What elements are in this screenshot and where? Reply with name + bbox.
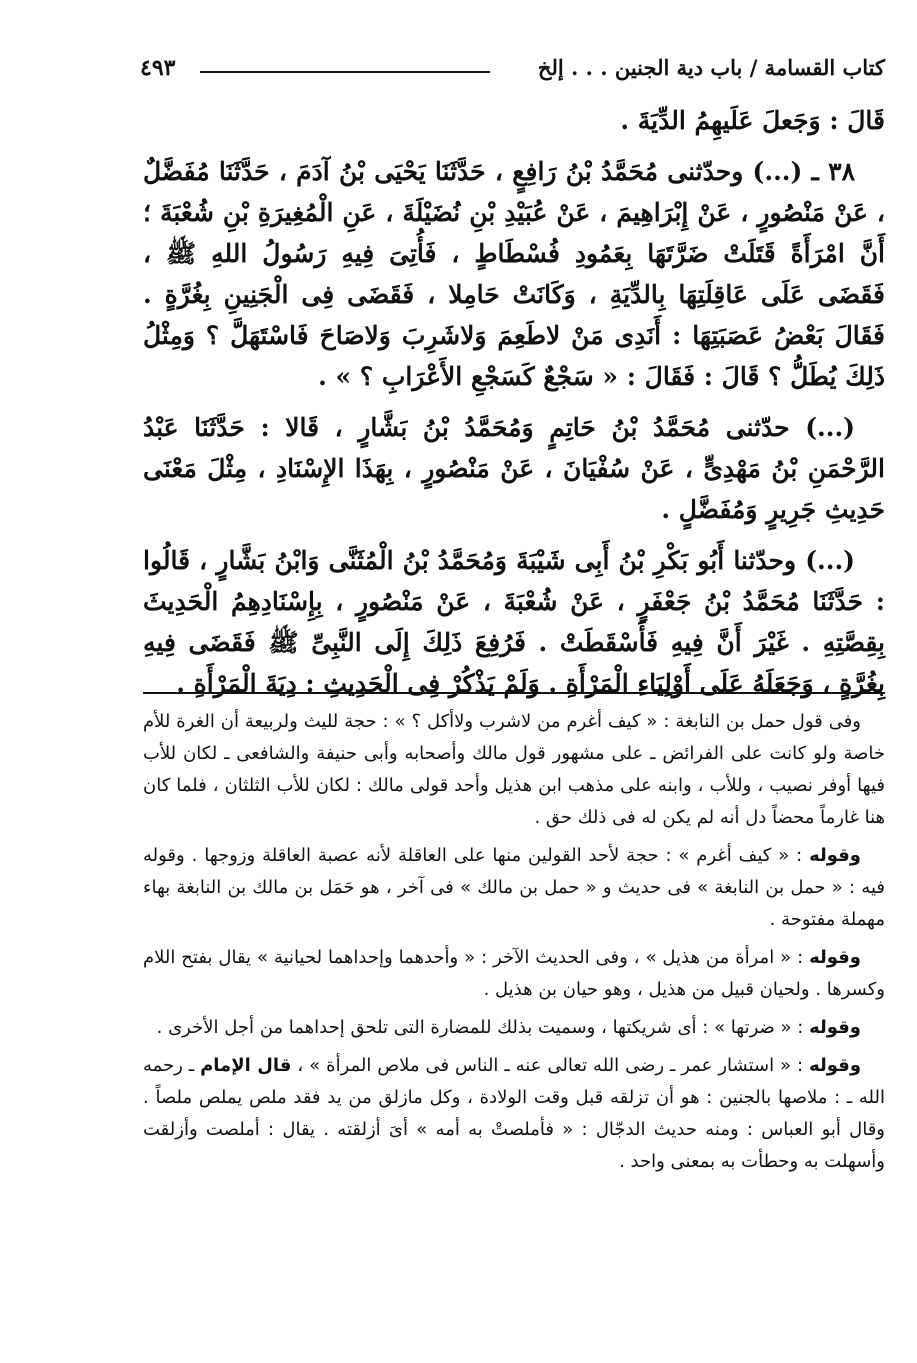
note-lead: وقوله [809, 1055, 862, 1076]
note-lead: وقوله [809, 845, 861, 866]
main-paragraph-1: ٣٨ ـ (...) وحدّثنى مُحَمَّدُ بْنُ رَافِعٍ ، حَدَّثَنَا يَحْيَى بْنُ آدَمَ ، حَدَّثَنَا مُفَضَّلٌ ، عَنْ مَنْصُورٍ ، عَنْ إِبْرَاهِيمَ ، عَنْ عُبَيْدِ بْنِ نُضَيْلَةَ ، عَنِ الْمُغِيرَةِ بْنِ شُعْبَةَ ؛ أَنَّ امْرَأَةً قَتَلَتْ ضَرَّتَهَا بِعَمُودِ فُسْطَاطٍ ، فَأُتِىَ فِيهِ رَسُولُ اللهِ ﷺ ، فَقَضَى عَلَى عَاقِلَتِهَا بِالدِّيَةِ ، وَكَانَتْ حَامِلا ، فَقَضَى فِى الْجَنِينِ بِغُرَّةٍ . فَقَالَ بَعْضُ عَصَبَتِهَا : أَنَدِى مَنْ لاطَعِمَ وَلاشَرِبَ وَلاصَاحَ فَاسْتَهَلَّ ؟ وَمِثْلُ ذَلِكَ يُطَلُّ ؟ قَالَ : فَقَالَ : « سَجْعٌ كَسَجْعِ الأَعْرَابِ ؟ » . [143, 157, 885, 391]
note-paragraph-4 [143, 1050, 885, 1178]
note-body: : « ضرتها » : أى شريكتها ، وسميت بذلك للمضارة التى تلحق إحداهما من أجل الأخرى . [156, 1017, 810, 1038]
note-lead-imam: قال الإمام [200, 1055, 292, 1076]
note-body: ـ رحمه الله ـ : ملاصها بالجنين : هو أن تزلقه قبل وقت الولادة ، وكل مازلق من يد فقد ملص يملص ملصاً . وقال أبو العباس : ومنه حديث الدجّال : « فأملصتْ به أمه » أىَ أزلقته . يقال : أملصت وأزلقت وأسهلت به وحطأت به بمعنى واحد . [143, 1055, 885, 1172]
note-lead: وقوله [809, 947, 861, 968]
main-paragraph-0: قَالَ : وَجَعلَ عَلَيهِمُ الدِّيَةَ . [620, 106, 885, 135]
running-title: كتاب القسامة / باب دية الجنين . . . إلخ [537, 55, 885, 80]
note-body: : « امرأة من هذيل » ، وفى الحديث الآخر : « وأحدهما وإحداهما لحيانية » يقال بفتح اللام وكسرها . ولحيان قبيل من هذيل ، وهو حيان بن هذيل . [143, 947, 885, 1000]
main-paragraph-2: (...) حدّثنى مُحَمَّدُ بْنُ حَاتِمٍ وَمُحَمَّدُ بْنُ بَشَّارٍ ، قَالا : حَدَّثَنَا عَبْدُ الرَّحْمَنِ بْنُ مَهْدِىٍّ ، عَنْ سُفْيَانَ ، عَنْ مَنْصُورٍ ، بِهَذَا الإِسْنَادِ ، مِثْلَ مَعْنَى حَدِيثِ جَرِيرٍ وَمُفَضَّلٍ . [143, 413, 885, 524]
note-lead: وقوله [809, 1017, 861, 1038]
page-number: ٤٩٣ [140, 55, 176, 81]
note-paragraph-1 [143, 840, 885, 936]
note-paragraph-3 [143, 1012, 885, 1044]
hadith-text [143, 100, 885, 714]
header-rule [200, 71, 490, 73]
note-paragraph-2 [143, 942, 885, 1006]
commentary-notes [143, 706, 885, 1184]
footnote-divider [143, 692, 885, 694]
main-paragraph-3: (...) وحدّثنا أَبُو بَكْرِ بْنُ أَبِى شَيْبَةَ وَمُحَمَّدُ بْنُ الْمُثَنَّى وَابْنُ بَشَّارٍ ، قَالُوا : حَدَّثَنَا مُحَمَّدُ بْنُ جَعْفَرٍ ، عَنْ شُعْبَةَ ، عَنْ مَنْصُورٍ ، بِإِسْنَادِهِمُ الْحَدِيثَ بِقِصَّتِهِ . غَيْرَ أَنَّ فِيهِ فَأَسْقَطَتْ . فَرُفِعَ ذَلِكَ إِلَى النَّبِىِّ ﷺ فَقَضَى فِيهِ بِغُرَّةٍ ، وَجَعَلَهُ عَلَى أَوْلِيَاءِ الْمَرْأَةِ . وَلَمْ يَذْكُرْ فِى الْحَدِيثِ : دِيَةَ الْمَرْأَةِ . [143, 546, 885, 698]
note-body: : « استشار عمر ـ رضى الله تعالى عنه ـ الناس فى ملاص المرأة » ، [291, 1055, 810, 1076]
page-header [140, 50, 885, 90]
note-paragraph-0: وفى قول حمل بن النابغة : « كيف أغرم من لاشرب ولاأكل ؟ » : حجة لليث ولربيعة أن الغرة للأم خاصة ولو كانت على الفرائض ـ على مشهور قول مالك وأصحابه وأبى حنيفة والشافعى ـ لكان للأب فيها أوفر نصيب ، وللأب ، وابنه على مذهب ابن هذيل وأحد قولى مالك : لكان للأب الثلثان ، فلما كان هنا غارماً محضاً دل أنه لم يكن له فى ذلك حق . [143, 711, 885, 828]
note-body: : « كيف أغرم » : حجة لأحد القولين منها على العاقلة لأنه عصبة العاقلة وزوجها . وقوله فيه : « حمل بن النابغة » فى حديث و « حمل بن مالك » فى آخر ، هو حَمَل بن مالك بن النابغة بهاء مهملة مفتوحة . [143, 845, 885, 930]
